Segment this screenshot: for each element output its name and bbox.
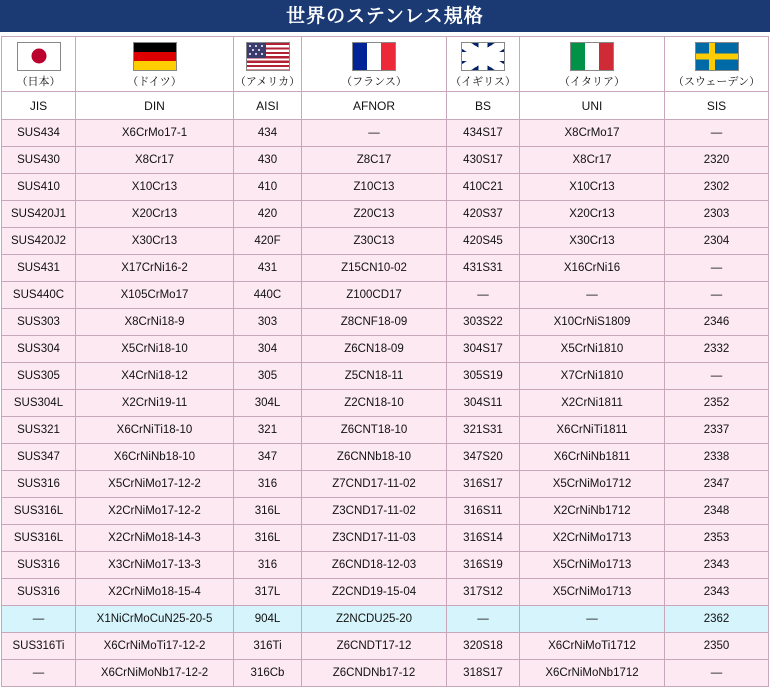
table-cell: 321S31: [447, 417, 520, 444]
table-cell: 316: [234, 552, 302, 579]
table-cell: —: [665, 255, 769, 282]
table-cell: X10Cr13: [520, 174, 665, 201]
flag-cell-italy: [520, 37, 665, 92]
table-cell: 316Cb: [234, 660, 302, 687]
table-row: [2, 660, 769, 687]
table-cell: —: [447, 606, 520, 633]
table-cell: SUS305: [2, 363, 76, 390]
table-cell: X5CrNi1810: [520, 336, 665, 363]
table-cell: 434S17: [447, 120, 520, 147]
table-cell: 2304: [665, 228, 769, 255]
table-cell: X8Cr17: [520, 147, 665, 174]
column-header-jis: JIS: [2, 92, 76, 120]
table-cell: X6CrNiMoNb1712: [520, 660, 665, 687]
table-row: [2, 579, 769, 606]
country-label-uk: （イギリス）: [450, 75, 516, 88]
table-cell: 316S17: [447, 471, 520, 498]
table-row: [2, 552, 769, 579]
table-cell: X20Cr13: [520, 201, 665, 228]
table-cell: 347: [234, 444, 302, 471]
column-header-uni: UNI: [520, 92, 665, 120]
table-cell: 2362: [665, 606, 769, 633]
table-row: [2, 525, 769, 552]
table-cell: 440C: [234, 282, 302, 309]
flag-cell-japan: [2, 37, 76, 92]
table-cell: 321: [234, 417, 302, 444]
flag-cell-france: [302, 37, 447, 92]
table-cell: Z8C17: [302, 147, 447, 174]
table-cell: SUS316L: [2, 498, 76, 525]
table-cell: 2347: [665, 471, 769, 498]
table-cell: —: [520, 606, 665, 633]
table-cell: Z20C13: [302, 201, 447, 228]
flag-japan-icon: [17, 42, 61, 71]
table-cell: Z6CNDNb17-12: [302, 660, 447, 687]
column-header-bs: BS: [447, 92, 520, 120]
table-cell: —: [665, 660, 769, 687]
table-cell: X6CrNiNb18-10: [76, 444, 234, 471]
table-cell: 2352: [665, 390, 769, 417]
table-row: [2, 147, 769, 174]
table-body: [2, 120, 769, 687]
table-cell: 420: [234, 201, 302, 228]
table-cell: X2CrNiMo17-12-2: [76, 498, 234, 525]
table-cell: 304L: [234, 390, 302, 417]
table-cell: 2343: [665, 552, 769, 579]
country-label-germany: （ドイツ）: [127, 75, 182, 88]
table-cell: Z6CNDT17-12: [302, 633, 447, 660]
flag-italy-icon: [570, 42, 614, 71]
flag-header-row: [2, 37, 769, 92]
table-cell: 305S19: [447, 363, 520, 390]
flag-usa-icon: [246, 42, 290, 71]
flag-uk-icon: [461, 42, 505, 71]
table-cell: 410: [234, 174, 302, 201]
page-title: 世界のステンレス規格: [0, 0, 770, 32]
table-cell: 303: [234, 309, 302, 336]
table-cell: 2343: [665, 579, 769, 606]
table-cell: SUS420J2: [2, 228, 76, 255]
table-cell: SUS430: [2, 147, 76, 174]
table-cell: 420S45: [447, 228, 520, 255]
standard-header-row: [2, 92, 769, 120]
column-header-din: DIN: [76, 92, 234, 120]
country-label-sweden: （スウェーデン）: [672, 75, 761, 88]
table-cell: X5CrNi18-10: [76, 336, 234, 363]
table-cell: Z6CND18-12-03: [302, 552, 447, 579]
table-cell: Z10C13: [302, 174, 447, 201]
table-cell: 2302: [665, 174, 769, 201]
table-cell: 303S22: [447, 309, 520, 336]
table-cell: X5CrNiMo1713: [520, 552, 665, 579]
table-cell: 304S11: [447, 390, 520, 417]
column-header-afnor: AFNOR: [302, 92, 447, 120]
table-cell: X2CrNiMo18-14-3: [76, 525, 234, 552]
table-row: [2, 282, 769, 309]
table-cell: Z6CNT18-10: [302, 417, 447, 444]
table-cell: X8CrNi18-9: [76, 309, 234, 336]
table-cell: 434: [234, 120, 302, 147]
table-cell: 420F: [234, 228, 302, 255]
table-row: [2, 471, 769, 498]
table-cell: 316L: [234, 525, 302, 552]
table-cell: SUS321: [2, 417, 76, 444]
table-cell: SUS316: [2, 579, 76, 606]
table-cell: Z3CND17-11-02: [302, 498, 447, 525]
table-cell: Z8CNF18-09: [302, 309, 447, 336]
table-cell: 316L: [234, 498, 302, 525]
table-cell: SUS410: [2, 174, 76, 201]
table-cell: 2346: [665, 309, 769, 336]
table-cell: 2338: [665, 444, 769, 471]
table-cell: X6CrNiTi1811: [520, 417, 665, 444]
flag-cell-usa: [234, 37, 302, 92]
table-row: [2, 498, 769, 525]
table-cell: X2CrNiMo1713: [520, 525, 665, 552]
table-cell: 2337: [665, 417, 769, 444]
table-cell: Z2CND19-15-04: [302, 579, 447, 606]
table-cell: 2320: [665, 147, 769, 174]
table-row: [2, 417, 769, 444]
table-row: [2, 336, 769, 363]
flag-france-icon: [352, 42, 396, 71]
table-cell: 2332: [665, 336, 769, 363]
table-cell: 2348: [665, 498, 769, 525]
table-cell: X6CrNiMoTi17-12-2: [76, 633, 234, 660]
table-cell: Z15CN10-02: [302, 255, 447, 282]
country-label-france: （フランス）: [341, 75, 407, 88]
table-cell: —: [665, 363, 769, 390]
table-row: [2, 201, 769, 228]
table-cell: 904L: [234, 606, 302, 633]
table-cell: —: [2, 660, 76, 687]
table-cell: 410C21: [447, 174, 520, 201]
table-cell: X2CrNiNb1712: [520, 498, 665, 525]
table-cell: 430: [234, 147, 302, 174]
table-row: [2, 309, 769, 336]
table-cell: SUS316Ti: [2, 633, 76, 660]
table-cell: 2350: [665, 633, 769, 660]
table-cell: 320S18: [447, 633, 520, 660]
table-row: [2, 120, 769, 147]
table-cell: —: [665, 120, 769, 147]
flag-sweden-icon: [695, 42, 739, 71]
table-cell: SUS304: [2, 336, 76, 363]
table-cell: X30Cr13: [76, 228, 234, 255]
table-cell: Z6CN18-09: [302, 336, 447, 363]
table-cell: X10Cr13: [76, 174, 234, 201]
table-cell: X5CrNiMo1713: [520, 579, 665, 606]
table-cell: 316: [234, 471, 302, 498]
table-cell: SUS431: [2, 255, 76, 282]
table-cell: X8Cr17: [76, 147, 234, 174]
table-cell: X2CrNiMo18-15-4: [76, 579, 234, 606]
table-cell: 316S19: [447, 552, 520, 579]
table-row: [2, 633, 769, 660]
table-cell: 431: [234, 255, 302, 282]
table-cell: Z2CN18-10: [302, 390, 447, 417]
table-row: [2, 255, 769, 282]
country-label-japan: （日本）: [16, 75, 61, 88]
table-cell: 420S37: [447, 201, 520, 228]
table-cell: X3CrNiMo17-13-3: [76, 552, 234, 579]
table-cell: X6CrMo17-1: [76, 120, 234, 147]
table-cell: SUS316: [2, 471, 76, 498]
table-cell: X6CrNiNb1811: [520, 444, 665, 471]
country-label-italy: （イタリア）: [559, 75, 625, 88]
stainless-standards-table: [1, 36, 769, 687]
table-cell: 318S17: [447, 660, 520, 687]
column-header-sis: SIS: [665, 92, 769, 120]
table-cell: Z100CD17: [302, 282, 447, 309]
table-cell: —: [447, 282, 520, 309]
table-cell: 304S17: [447, 336, 520, 363]
table-cell: X6CrNiMoTi1712: [520, 633, 665, 660]
table-cell: 2353: [665, 525, 769, 552]
table-cell: 305: [234, 363, 302, 390]
column-header-aisi: AISI: [234, 92, 302, 120]
table-row: [2, 390, 769, 417]
table-cell: 317S12: [447, 579, 520, 606]
table-cell: SUS420J1: [2, 201, 76, 228]
table-cell: 2303: [665, 201, 769, 228]
table-cell: —: [2, 606, 76, 633]
table-cell: Z6CNNb18-10: [302, 444, 447, 471]
flag-cell-germany: [76, 37, 234, 92]
table-cell: Z5CN18-11: [302, 363, 447, 390]
table-cell: X17CrNi16-2: [76, 255, 234, 282]
table-cell: SUS440C: [2, 282, 76, 309]
table-cell: X6CrNiMoNb17-12-2: [76, 660, 234, 687]
table-cell: X7CrNi1810: [520, 363, 665, 390]
table-row: [2, 444, 769, 471]
flag-cell-sweden: [665, 37, 769, 92]
table-cell: X30Cr13: [520, 228, 665, 255]
table-cell: X2CrNi19-11: [76, 390, 234, 417]
table-cell: 431S31: [447, 255, 520, 282]
table-row: [2, 363, 769, 390]
table-cell: SUS303: [2, 309, 76, 336]
table-cell: —: [520, 282, 665, 309]
country-label-usa: （アメリカ）: [234, 75, 301, 88]
table-cell: 316S11: [447, 498, 520, 525]
table-cell: X6CrNiTi18-10: [76, 417, 234, 444]
table-cell: SUS304L: [2, 390, 76, 417]
table-cell: SUS316: [2, 552, 76, 579]
table-cell: 430S17: [447, 147, 520, 174]
table-row: [2, 228, 769, 255]
table-cell: SUS347: [2, 444, 76, 471]
table-cell: X8CrMo17: [520, 120, 665, 147]
table-cell: Z30C13: [302, 228, 447, 255]
flag-germany-icon: [133, 42, 177, 71]
table-cell: 316Ti: [234, 633, 302, 660]
table-cell: 304: [234, 336, 302, 363]
table-cell: Z2NCDU25-20: [302, 606, 447, 633]
table-cell: Z3CND17-11-03: [302, 525, 447, 552]
table-cell: —: [665, 282, 769, 309]
table-cell: X5CrNiMo17-12-2: [76, 471, 234, 498]
table-cell: Z7CND17-11-02: [302, 471, 447, 498]
table-cell: X10CrNiS1809: [520, 309, 665, 336]
table-row: [2, 174, 769, 201]
table-cell: X5CrNiMo1712: [520, 471, 665, 498]
table-cell: X16CrNi16: [520, 255, 665, 282]
flag-cell-uk: [447, 37, 520, 92]
table-cell: X4CrNi18-12: [76, 363, 234, 390]
table-cell: 317L: [234, 579, 302, 606]
table-cell: —: [302, 120, 447, 147]
table-cell: 316S14: [447, 525, 520, 552]
table-cell: 347S20: [447, 444, 520, 471]
table-cell: X105CrMo17: [76, 282, 234, 309]
table-cell: X20Cr13: [76, 201, 234, 228]
table-cell: SUS316L: [2, 525, 76, 552]
table-cell: X2CrNi1811: [520, 390, 665, 417]
table-row: [2, 606, 769, 633]
table-cell: X1NiCrMoCuN25-20-5: [76, 606, 234, 633]
table-cell: SUS434: [2, 120, 76, 147]
